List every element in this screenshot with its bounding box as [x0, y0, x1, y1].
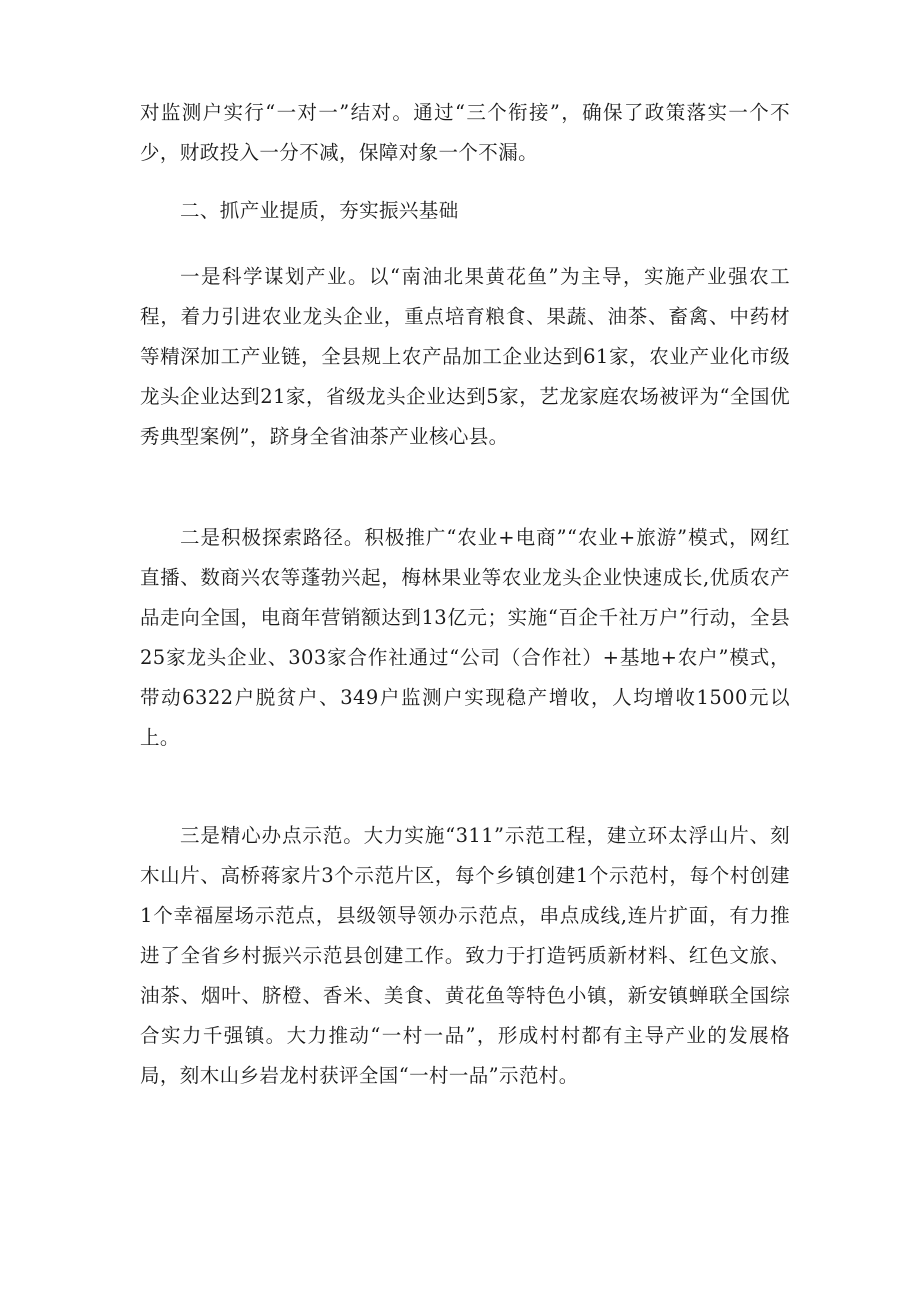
paragraph-industry-planning: 一是科学谋划产业。以“南油北果黄花鱼”为主导，实施产业强农工程，着力引进农业龙头企业，重点培育粮食、果蔬、油茶、畜禽、中药材等精深加工产业链，全县规上农产品加工企业达到61家，农业产业化市级龙头企业达到21家，省级龙头企业达到5家，艺龙家庭农场被评为“全国优秀典型案例”，跻身全省油茶产业核心县。 [140, 265, 790, 448]
paragraph-demonstration: 三是精心办点示范。大力实施“311”示范工程，建立环太浮山片、刻木山片、高桥蒋家片3个示范片区，每个乡镇创建1个示范村，每个村创建1个幸福屋场示范点，县级领导领办示范点，串点成线,连片扩面，有力推进了全省乡村振兴示范县创建工作。致力于打造钙质新材料、红色文旅、油茶、烟叶、脐橙、香米、美食、黄花鱼等特色小镇，新安镇蝉联全国综合实力千强镇。大力推动“一村一品”，形成村村都有主导产业的发展格局，刻木山乡岩龙村获评全国“一村一品”示范村。 [140, 824, 790, 1087]
paragraph-continuation: 对监测户实行“一对一”结对。通过“三个衔接”，确保了政策落实一个不少，财政投入一分不减，保障对象一个不漏。 [140, 101, 790, 164]
paragraph-explore-paths: 二是积极探索路径。积极推广“农业+电商”“农业+旅游”模式，网红直播、数商兴农等蓬勃兴起，梅林果业等农业龙头企业快速成长,优质农产品走向全国，电商年营销额达到13亿元；实施“百企千社万户”行动，全县25家龙头企业、303家合作社通过“公司（合作社）+基地+农户”模式，带动6322户脱贫户、349户监测户实现稳产增收，人均增收1500元以上。 [140, 526, 790, 749]
section-heading: 二、抓产业提质，夯实振兴基础 [180, 199, 459, 222]
